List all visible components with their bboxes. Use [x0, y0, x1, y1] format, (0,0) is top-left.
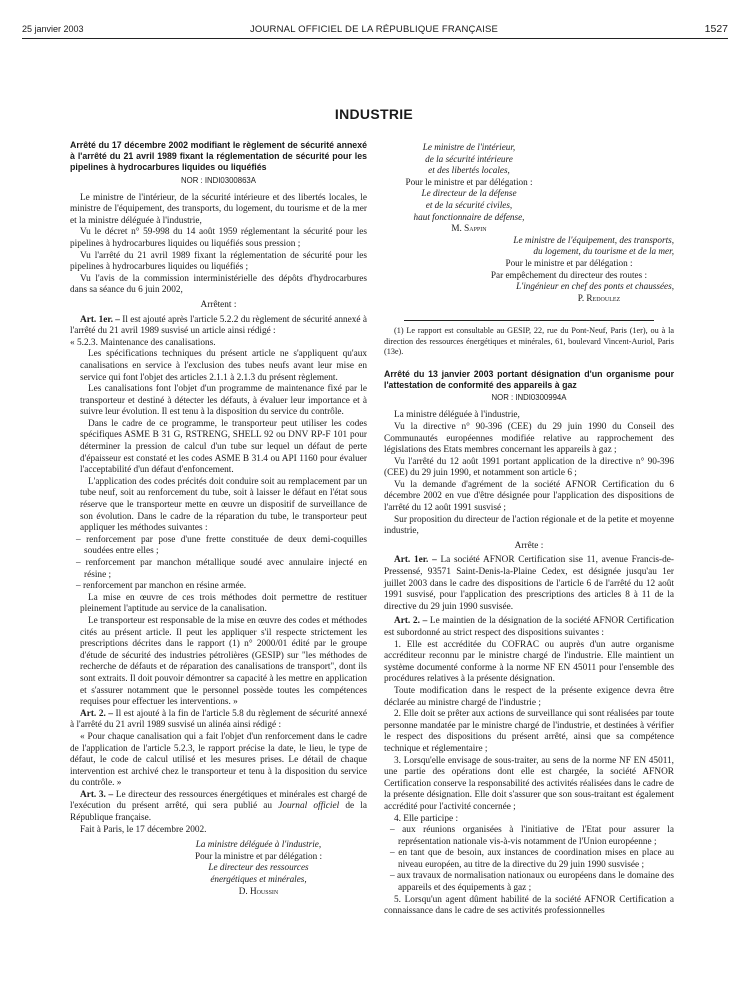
paragraph: 1. Elle est accréditée du COFRAC ou auprès d'un autre organisme accréditeur reconnu par le ministre chargé de l'industrie. Elle maintient un système documenté conforme à la norme NF EN 45011 pour l'ensemble des procédures relatives à la présente désignation.	[384, 639, 674, 685]
signatory-name: M. Sappin	[451, 223, 487, 234]
paragraph: 2. Elle doit se prêter aux actions de surveillance qui sont réalisées par toute personne mandatée par le ministre chargé de l'industrie, et destinées à vérifier le respect des dispositions du présent arrêté, ainsi que sa compétence technique et réglementaire ;	[384, 709, 674, 754]
paragraph: 4. Elle participe :	[394, 813, 459, 824]
left-column	[70, 140, 367, 897]
paragraph: Sur proposition du directeur de l'action régionale et de la petite et moyenne industrie,	[384, 514, 674, 537]
paragraph: Vu l'avis de la commission interministérielle des dépôts d'hydrocarbures dans sa séance du 6 juin 2002,	[70, 273, 367, 296]
article-label: Art. 2. –	[80, 708, 113, 719]
page-number: 1527	[704, 23, 728, 35]
signatory-title: de la sécurité intérieure	[425, 153, 513, 164]
signature-block	[384, 142, 554, 235]
signature-block	[384, 235, 674, 305]
paragraph: « Pour chaque canalisation qui a fait l'objet d'un renforcement dans le cadre de l'application de l'article 5.2.3, le rapport précise la date, le lieu, le type de défaut, le code de calcul utilisé et les mesures prises. Le détail de chaque intervention est archivé chez le transporteur et tenu à la disposition du service du contrôle. »	[70, 731, 367, 789]
signatory-line: Par empêchement du directeur des routes :	[490, 269, 648, 280]
paragraph: La ministre déléguée à l'industrie,	[394, 410, 520, 421]
signatory-name: P. Redoulez	[577, 292, 621, 303]
signatory-title: La ministre déléguée à l'industrie,	[195, 839, 322, 850]
paragraph: Vu l'arrêté du 21 avril 1989 fixant la réglementation de sécurité pour les pipelines à hydrocarbures liquides ou liquéfiés ;	[70, 250, 367, 273]
signatory-title: Le ministre de l'équipement, des transports,	[513, 234, 674, 245]
paragraph: Les spécifications techniques du présent article ne s'appliquent qu'aux canalisations en service à l'exclusion des tubes neufs avant leur mise en service qui font l'objet des articles 2.1.1 à 2.1.3 du présent règlement.	[80, 349, 367, 383]
article-label: Art. 2. –	[394, 616, 428, 627]
paragraph: Le transporteur est responsable de la mise en œuvre des codes et méthodes cités au présent article. Il peut les appliquer s'il respecte strictement les prescriptions décrites dans le rapport (1) n° 2000/01 édité par le groupe d'étude de sécurité des industries pétrolières (GESIP) sur "les méthodes de recherche de défauts et de réparation des canalisations de transport", dont ils sont extraits. Il doit pouvoir démontrer sa capacité à les mettre en application et s'assurer notamment que le personnel possède toutes les compétences requises pour effectuer les interventions. »	[80, 615, 367, 708]
signatory-title: Le directeur des ressources	[208, 862, 309, 873]
list-item: – renforcement par manchon métallique soudé avec annulaire injecté en résine ;	[76, 558, 367, 580]
article-3	[70, 790, 367, 825]
article-text: Le maintien de la désignation de la société AFNOR Certification est subordonné au strict respect des dispositions suivantes :	[384, 616, 674, 639]
paragraph: Toute modification dans le respect de la présente exigence devra être déclarée au ministre chargé de l'industrie ;	[384, 685, 674, 708]
article-label: Art. 1er. –	[394, 555, 437, 566]
signatory-title: Le ministre de l'intérieur,	[422, 142, 516, 152]
header-date: 25 janvier 2003	[22, 24, 84, 34]
article-2	[384, 616, 674, 639]
article-text: Il est ajouté après l'article 5.2.2 du règlement de sécurité annexé à l'arrêté du 21 avril 1989 susvisé un article ainsi rédigé :	[70, 314, 367, 337]
section-heading: INDUSTRIE	[334, 106, 414, 122]
article-label: Art. 1er. –	[80, 314, 120, 325]
signatory-title: et de la sécurité civiles,	[425, 199, 513, 210]
paragraph: L'application des codes précités doit conduire soit au remplacement par un tube neuf, soit au renforcement du tube, soit à laisser le défaut en l'état sous réserve que le transporteur mette en œuvre un dispositif de surveillance de son évolution. Dans le cadre de la réparation du tube, le transporteur peut appliquer les méthodes suivantes :	[80, 476, 367, 534]
paragraph: 3. Lorsqu'elle envisage de sous-traiter, au sens de la norme NF EN 45011, une partie des opérations dont elle est chargée, la société AFNOR Certification conserve la responsabilité des activités réalisées dans le cadre de la présente désignation. Elle doit s'assurer que son sous-traitant est également accrédité pour l'activité concernée ;	[384, 755, 674, 812]
page-header	[0, 0, 748, 34]
signatory-title: énergétiques et minérales,	[210, 874, 307, 885]
list-item: – renforcement par pose d'une frette constituée de deux demi-coquilles soudées entre elles ;	[76, 534, 367, 557]
right-column	[384, 142, 674, 918]
paragraph: La mise en œuvre de ces trois méthodes doit permettre de restituer pleinement l'aptitude au service de la canalisation.	[80, 592, 367, 615]
signatory-title: et des libertés locales,	[428, 165, 510, 176]
paragraph: Vu le décret n° 59-998 du 14 août 1959 réglementant la sécurité pour les pipelines à hydrocarbures liquides ou liquéfiés sous pression ;	[70, 227, 367, 249]
decree-title: Arrêté du 17 décembre 2002 modifiant le règlement de sécurité annexé à l'arrêté du 21 avril 1989 fixant la réglementation de sécurité pour les pipelines à hydrocarbures liquides ou liquéfiés	[70, 140, 367, 173]
footnote: (1) Le rapport est consultable au GESIP, 22, rue du Pont-Neuf, Paris (1er), ou à la direction des ressources énergétiques et minérales, 61, boulevard Vincent-Auriol, Paris (13e).	[384, 326, 674, 356]
article-1	[384, 555, 674, 613]
list-item: – aux réunions organisées à l'initiative de l'Etat pour assurer la représentation nationale vis-à-vis notamment de l'Union européenne ;	[390, 825, 674, 847]
signatory-line: Pour le ministre et par délégation :	[505, 257, 633, 268]
signatory-line: Pour le ministre et par délégation :	[405, 176, 533, 187]
paragraph: Les canalisations font l'objet d'un programme de maintenance fixé par le transporteur et destiné à détecter les défauts, à évaluer leur importance et à suivre leur évolution. Il est tenu à la disposition du service du contrôle.	[80, 384, 367, 418]
arretent: Arrêtent :	[200, 299, 237, 310]
journal-name: Journal officiel	[278, 801, 340, 812]
signatory-title: L'ingénieur en chef des ponts et chaussées,	[516, 281, 674, 292]
signatory-title: du logement, du tourisme et de la mer,	[533, 246, 674, 257]
paragraph: Vu la directive n° 90-396 (CEE) du 29 juin 1990 du Conseil des Communautés européennes modifiée relative au rapprochement des législations des Etats membres concernant les appareils à gaz ;	[384, 421, 674, 456]
list-item: – renforcement par manchon en résine armée.	[76, 581, 247, 592]
paragraph: 5. Lorsqu'un agent dûment habilité de la société AFNOR Certification a connaissance dans le cadre de ses activités professionnelles	[384, 894, 674, 917]
decree-nor: NOR : INDI0300863A	[181, 175, 256, 185]
article-2	[70, 709, 367, 732]
article-1	[70, 315, 367, 338]
signatory-line: Pour la ministre et par délégation :	[194, 850, 323, 861]
signatory-title: Le directeur de la défense	[421, 188, 517, 199]
article-text: Le directeur des ressources énergétiques et minérales est chargé de l'exécution du présent arrêté, qui sera publié au	[70, 789, 368, 812]
paragraph: Vu l'arrêté du 12 août 1991 portant application de la directive n° 90-396 (CEE) du 29 juin 1990, et notamment son article 6 ;	[384, 456, 674, 479]
journal-title: JOURNAL OFFICIEL DE LA RÉPUBLIQUE FRANÇAISE	[249, 24, 499, 35]
list-item: – en tant que de besoin, aux instances de coordination mises en place au niveau européen, au titre de la directive du 29 juin 1990 susvisée ;	[390, 848, 674, 870]
article-text: Il est ajouté à la fin de l'article 5.8 du règlement de sécurité annexé à l'arrêté du 21 avril 1989 susvisé un alinéa ainsi rédigé :	[70, 708, 368, 731]
signatory-title: haut fonctionnaire de défense,	[413, 211, 525, 222]
quote-heading: « 5.2.3. Maintenance des canalisations.	[70, 337, 216, 348]
decree-nor: NOR : INDI0300994A	[491, 393, 567, 403]
article-label: Art. 3. –	[80, 789, 114, 800]
date-line: Fait à Paris, le 17 décembre 2002.	[80, 824, 207, 835]
article-text: La société AFNOR Certification sise 11, avenue Francis-de-Pressensé, 93571 Saint-Denis-la-Plaine Cedex, est désignée jusqu'au 1er juillet 2003 dans le cadre des dispositions de l'article 6 de l'arrêté du 12 août 1991 susvisé, pour l'application des prescriptions des articles 8 à 11 de la directive du 29 juin 1990 susvisée.	[384, 555, 674, 612]
article-text: de la République française.	[70, 801, 367, 824]
signatory-name: D. Houssin	[238, 885, 279, 896]
list-item: – aux travaux de normalisation nationaux ou européens dans le domaine des appareils et des équipements à gaz ;	[390, 871, 674, 894]
paragraph: Dans le cadre de ce programme, le transporteur peut utiliser les codes spécifiques ASME B 31 G, RSTRENG, SHELL 92 ou DNV RP-F 101 pour déterminer la pression de calcul d'un tube sur lequel un défaut de perte d'épaisseur est constaté et les codes ASME B 31.4 ou API 1160 pour évaluer l'acceptabilité d'un défaut d'enfoncement.	[80, 418, 367, 476]
signature-block	[70, 839, 367, 897]
decree-title: Arrêté du 13 janvier 2003 portant désignation d'un organisme pour l'attestation de conformité des appareils à gaz	[384, 368, 674, 391]
header-rule	[22, 38, 728, 39]
arrete: Arrête :	[514, 540, 544, 551]
paragraph: Vu la demande d'agrément de la société AFNOR Certification du 6 décembre 2002 en vue d'être désignée pour l'application des dispositions de l'arrêté du 12 août 1991 susvisé ;	[384, 479, 674, 514]
paragraph: Le ministre de l'intérieur, de la sécurité intérieure et des libertés locales, le ministre de l'équipement, des transports, du logement, du tourisme et de la mer et la ministre déléguée à l'industrie,	[70, 192, 367, 226]
